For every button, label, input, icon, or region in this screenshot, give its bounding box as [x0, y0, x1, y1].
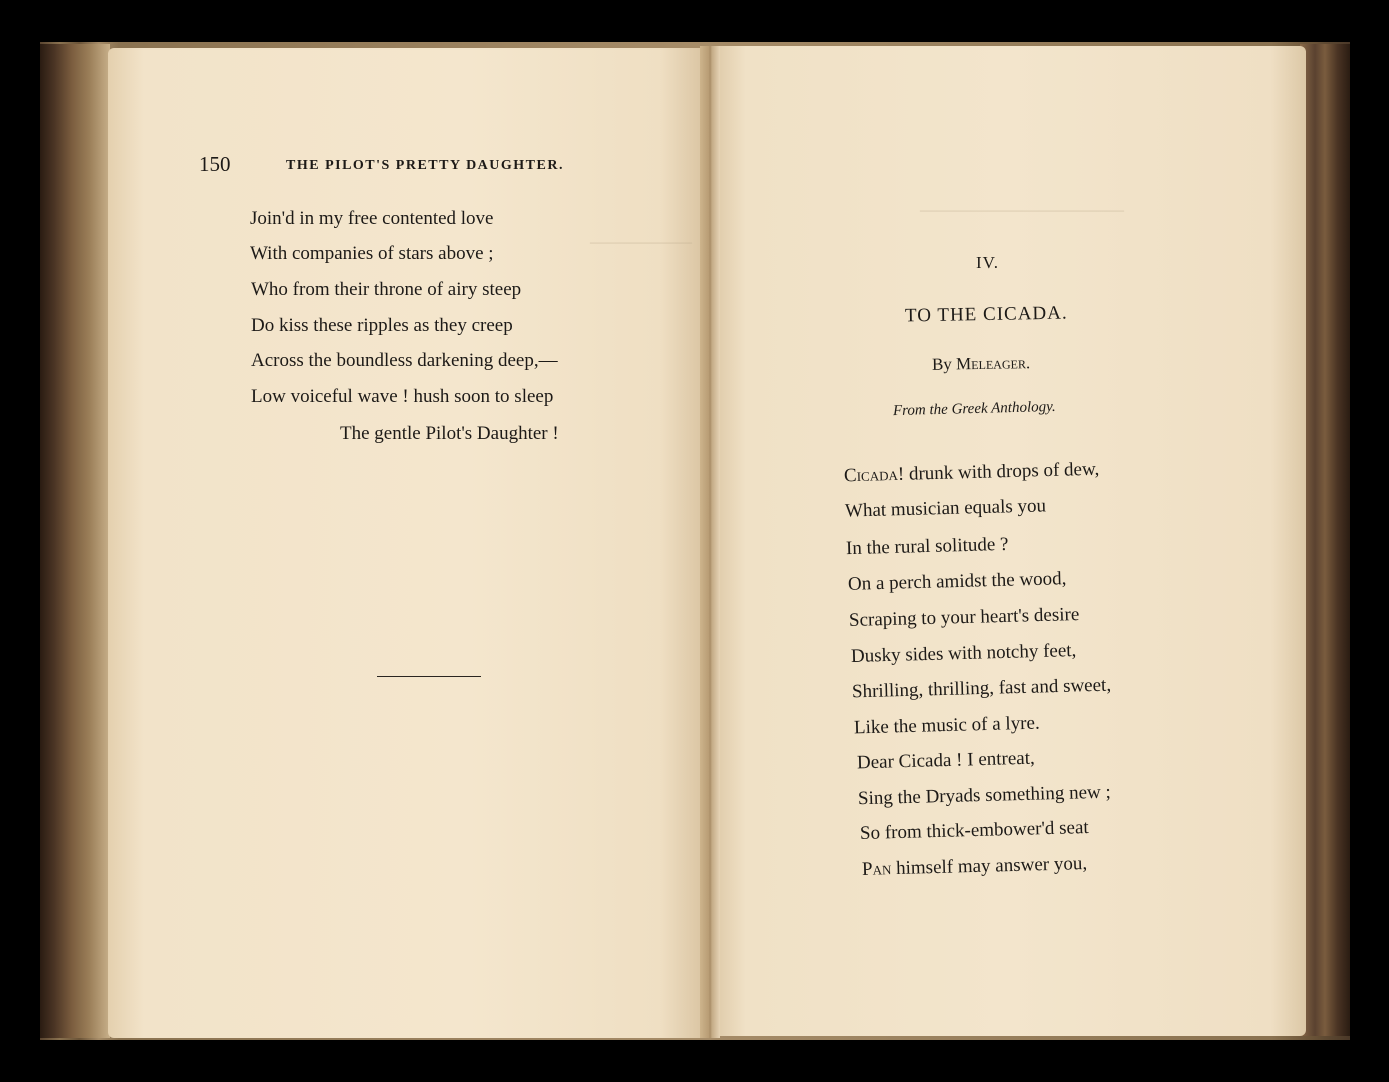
poem-line: Across the boundless darkening deep,—	[251, 350, 558, 371]
section-number: IV.	[976, 253, 999, 272]
poem-line: Low voiceful wave ! hush soon to sleep	[251, 386, 554, 407]
first-line-rest: ! drunk with drops of dew,	[897, 458, 1100, 485]
poem-line: Shrilling, thrilling, fast and sweet,	[851, 674, 1112, 703]
poem-line: Sing the Dryads something new ;	[857, 781, 1111, 810]
poem-line: Who from their throne of airy steep	[251, 279, 522, 300]
author-name: Meleager.	[955, 353, 1031, 374]
poem-line: In the rural solitude ?	[845, 533, 1009, 560]
left-page-edges	[40, 44, 110, 1038]
right-page-edges	[1300, 44, 1350, 1036]
left-page	[108, 48, 708, 1038]
poem-line: So from thick-embower'd seat	[859, 817, 1089, 844]
poem-line: Dusky sides with notchy feet,	[850, 640, 1077, 667]
drop-word: Cicada	[843, 463, 899, 487]
poem-line: Dear Cicada ! I entreat,	[856, 747, 1035, 774]
poem-line: Do kiss these ripples as they creep	[251, 315, 513, 336]
byline	[932, 353, 1030, 375]
running-head: THE PILOT'S PRETTY DAUGHTER.	[286, 158, 564, 173]
byline-prefix: By	[931, 354, 953, 374]
poem-line: Join'd in my free contented love	[250, 208, 494, 229]
poem-title: TO THE CICADA.	[904, 302, 1068, 327]
show-through-text: ————————————	[920, 200, 1124, 219]
poem-line: With companies of stars above ;	[250, 243, 494, 264]
poem-line: Scraping to your heart's desire	[848, 603, 1080, 632]
pan-word: Pan	[861, 858, 892, 880]
show-through-text: ——————	[590, 232, 692, 251]
section-divider	[377, 676, 481, 677]
page-number: 150	[199, 152, 231, 176]
book-gutter	[700, 46, 720, 1038]
poem-line: The gentle Pilot's Daughter !	[340, 423, 559, 444]
poem-line: Like the music of a lyre.	[853, 712, 1040, 739]
poem-line: On a perch amidst the wood,	[847, 568, 1067, 595]
source-note: From the Greek Anthology.	[892, 398, 1056, 420]
poem-line: What musician equals you	[844, 495, 1047, 522]
last-line-rest: himself may answer you,	[891, 853, 1088, 880]
